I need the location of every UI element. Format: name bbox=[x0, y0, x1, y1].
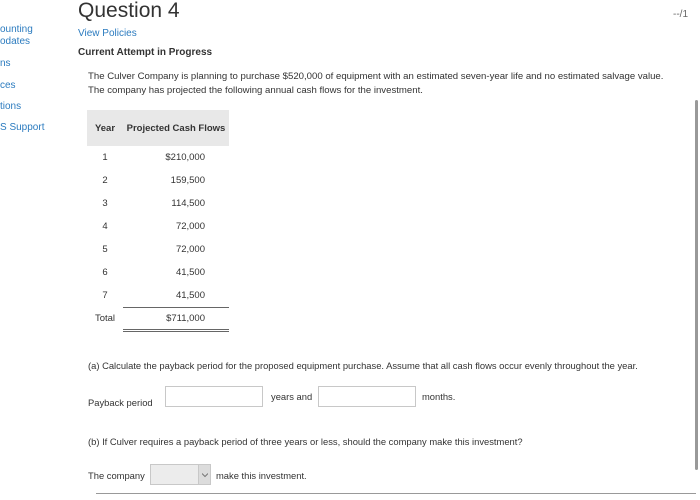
sidebar-item-ns[interactable]: ns bbox=[0, 58, 11, 69]
payback-months-input[interactable] bbox=[318, 386, 416, 407]
divider bbox=[96, 493, 696, 494]
cash-cell: $210,000 bbox=[165, 152, 205, 163]
year-cell: 1 bbox=[102, 152, 108, 163]
year-cell: 2 bbox=[102, 175, 108, 186]
company-label: The company bbox=[88, 470, 145, 481]
problem-statement: The Culver Company is planning to purchase $520,000 of equipment with an estimated seven-year life and no estimated salvage value. The company has projected the following annual cash flows for the investment. bbox=[88, 71, 664, 96]
view-policies-link[interactable]: View Policies bbox=[78, 28, 137, 39]
year-cell: 7 bbox=[102, 290, 108, 301]
question-panel bbox=[78, 0, 700, 500]
cash-cell: 72,000 bbox=[175, 221, 205, 232]
make-investment-label: make this investment. bbox=[216, 470, 307, 481]
cash-cell: 41,500 bbox=[123, 284, 229, 307]
chevron-down-icon bbox=[198, 465, 210, 484]
year-cell: 4 bbox=[102, 221, 108, 232]
part-a-question: (a) Calculate the payback period for the proposed equipment purchase. Assume that all cash flows occur evenly throughout the year. bbox=[88, 360, 638, 371]
question-title: Question 4 bbox=[78, 0, 180, 22]
total-label: Total bbox=[94, 313, 116, 324]
cash-cell: 41,500 bbox=[175, 267, 205, 278]
table-header-cash-flows: Projected Cash Flows bbox=[123, 110, 229, 146]
years-unit-label: years and bbox=[271, 391, 313, 402]
total-cash: $711,000 bbox=[123, 307, 229, 330]
scrollbar-thumb[interactable] bbox=[695, 100, 698, 470]
cash-cell: 72,000 bbox=[175, 244, 205, 255]
sidebar-item-support[interactable]: S Support bbox=[0, 122, 45, 133]
sidebar-item-updates[interactable]: odates bbox=[0, 36, 31, 47]
should-invest-select[interactable] bbox=[150, 464, 211, 485]
payback-period-label: Payback period bbox=[88, 397, 153, 408]
year-cell: 6 bbox=[102, 267, 108, 278]
part-b-question: (b) If Culver requires a payback period of three years or less, should the company make this investment? bbox=[88, 436, 523, 447]
table-row bbox=[87, 169, 229, 192]
payback-years-input[interactable] bbox=[165, 386, 263, 407]
table-total-row bbox=[87, 307, 229, 330]
sidebar-item-ces[interactable]: ces bbox=[0, 80, 16, 91]
table-row bbox=[87, 192, 229, 215]
cash-cell: 159,500 bbox=[170, 175, 205, 186]
table-row bbox=[87, 284, 229, 307]
table-row bbox=[87, 146, 229, 169]
sidebar-item-tions[interactable]: tions bbox=[0, 101, 22, 112]
table-header-year: Year bbox=[87, 110, 123, 146]
table-row bbox=[87, 215, 229, 238]
table-row bbox=[87, 261, 229, 284]
score-indicator: --/1 bbox=[673, 9, 688, 20]
course-sidebar bbox=[0, 0, 60, 500]
cash-flow-table bbox=[87, 110, 229, 332]
year-cell: 3 bbox=[102, 198, 108, 209]
year-cell: 5 bbox=[102, 244, 108, 255]
attempt-status: Current Attempt in Progress bbox=[78, 47, 213, 58]
sidebar-item-accounting[interactable]: ounting bbox=[0, 24, 33, 35]
table-row bbox=[87, 238, 229, 261]
months-unit-label: months. bbox=[422, 391, 456, 402]
cash-cell: 114,500 bbox=[171, 198, 205, 209]
